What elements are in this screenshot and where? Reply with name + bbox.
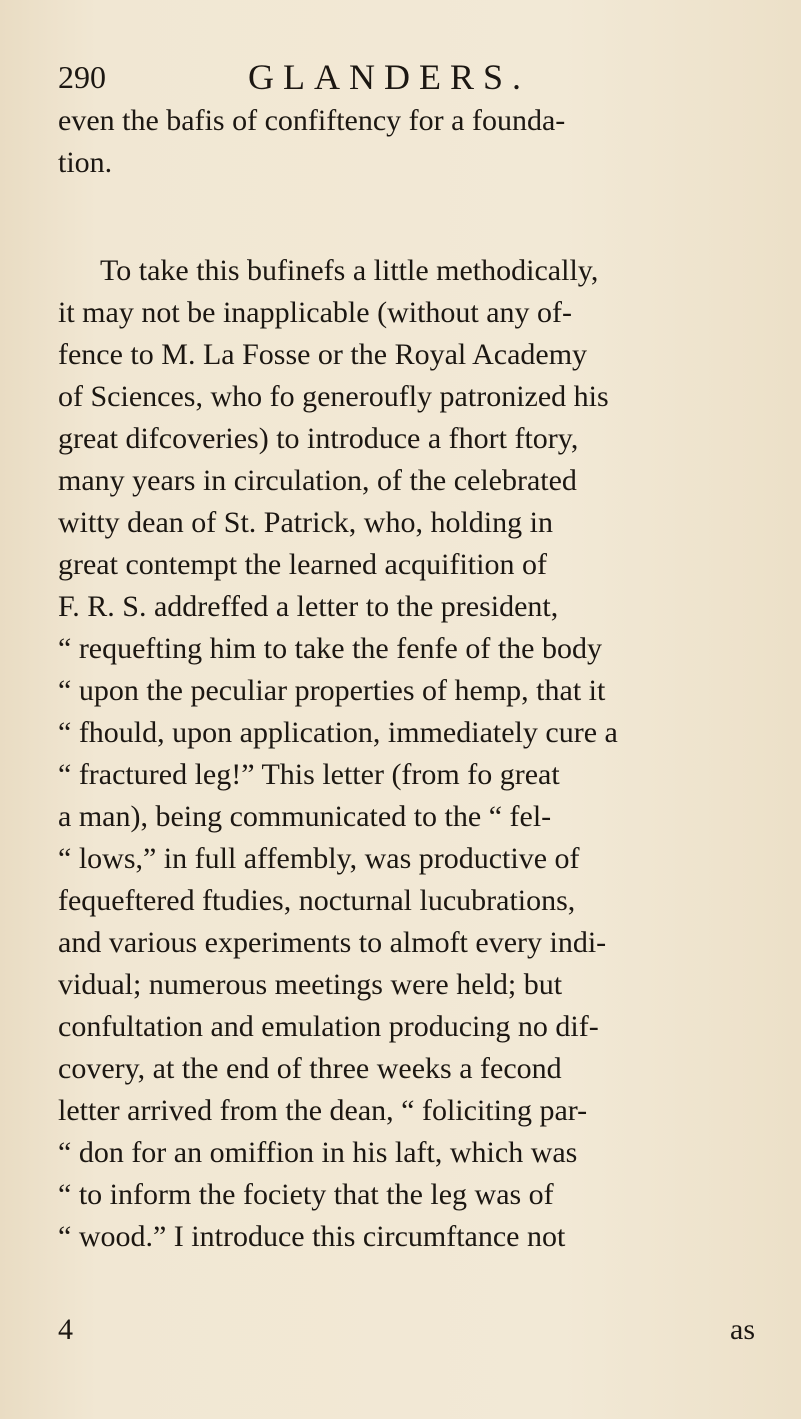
text-line: of Sciences, who fo generoufly patronized his xyxy=(58,380,609,413)
text-line: “ lows,” in full affembly, was productive of xyxy=(58,842,580,875)
text-line: fence to M. La Fosse or the Royal Academy xyxy=(58,338,588,371)
text-line: letter arrived from the dean, “ foliciting par- xyxy=(58,1094,588,1127)
signature-mark: 4 xyxy=(58,1313,73,1346)
text-line: fequeftered ftudies, nocturnal lucubrations, xyxy=(58,884,576,917)
text-line: F. R. S. addreffed a letter to the president, xyxy=(58,590,559,623)
text-line: “ wood.” I introduce this circumftance not xyxy=(58,1220,566,1253)
text-line: covery, at the end of three weeks a fecond xyxy=(58,1052,562,1085)
page-footer xyxy=(58,1308,778,1352)
text-line: witty dean of St. Patrick, who, holding in xyxy=(58,506,553,539)
text-line: it may not be inapplicable (without any of- xyxy=(58,296,573,329)
text-line: great contempt the learned acquifition of xyxy=(58,548,547,581)
text-line: “ fhould, upon application, immediately cure a xyxy=(58,716,618,749)
text-line: vidual; numerous meetings were held; but xyxy=(58,968,563,1001)
text-line: “ requefting him to take the fenfe of the body xyxy=(58,632,602,665)
text-line: “ fractured leg!” This letter (from fo great xyxy=(58,758,560,791)
catchword: as xyxy=(730,1313,755,1346)
text-line: many years in circulation, of the celebrated xyxy=(58,464,577,497)
text-line: a man), being communicated to the “ fel- xyxy=(58,800,552,833)
text-line: “ to inform the fociety that the leg was of xyxy=(58,1178,554,1211)
page-number: 290 xyxy=(58,59,106,95)
text-line: confultation and emulation producing no dif- xyxy=(58,1010,599,1043)
text-line: “ don for an omiffion in his laft, which was xyxy=(58,1136,578,1169)
running-title: GLANDERS. xyxy=(248,57,531,97)
page-header xyxy=(58,52,758,102)
body-text xyxy=(58,100,768,1258)
text-line: even the bafis of confiftency for a founda- xyxy=(58,104,566,137)
text-line: “ upon the peculiar properties of hemp, that it xyxy=(58,674,606,707)
text-line: tion. xyxy=(58,146,113,179)
text-line: great difcoveries) to introduce a fhort ftory, xyxy=(58,422,579,455)
text-line: and various experiments to almoft every indi- xyxy=(58,926,607,959)
text-line: To take this bufinefs a little methodically, xyxy=(100,254,599,287)
